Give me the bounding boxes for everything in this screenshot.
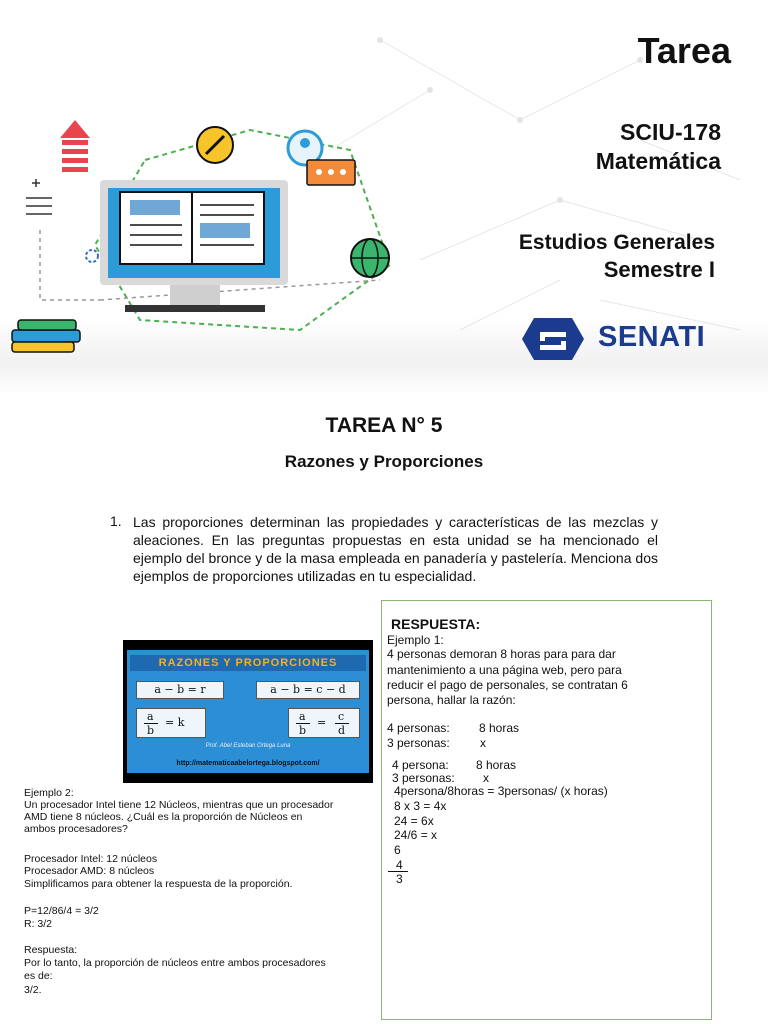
answer-table-cell: 8 horas xyxy=(479,721,520,735)
answer-line: 24 = 6x xyxy=(394,814,434,828)
answer-line: 4 personas demoran 8 horas para para dar xyxy=(387,647,616,661)
course-code: SCIU-178 xyxy=(620,119,721,145)
answer-line: 8 x 3 = 4x xyxy=(394,799,447,813)
answer-line: 6 xyxy=(394,843,401,857)
answer-line: 4persona/8horas = 3personas/ (x horas) xyxy=(394,784,608,798)
image-url: http://matematicaabelortega.blogspot.com/ xyxy=(176,760,320,767)
example-line: AMD tiene 8 núcleos. ¿Cuál es la proporción de Núcleos en xyxy=(24,811,303,823)
example-line: Procesador Intel: 12 núcleos xyxy=(24,853,158,865)
answer-table-cell: x xyxy=(480,736,486,750)
answer-title: RESPUESTA: xyxy=(391,616,481,632)
answer-table-cell: 4 persona: xyxy=(392,758,449,772)
answer-line: Ejemplo 1: xyxy=(387,633,444,647)
senati-logo-text: SENATI xyxy=(598,321,706,353)
semester: Semestre I xyxy=(603,257,715,282)
books-icon xyxy=(12,320,80,352)
answer-table-cell: 8 horas xyxy=(476,758,517,772)
upload-arrow-icon xyxy=(60,120,90,172)
document-type: Tarea xyxy=(637,30,731,71)
example-line: Ejemplo 2: xyxy=(24,787,74,799)
answer-fraction-denominator: 3 xyxy=(396,872,403,886)
formula-4-a: a xyxy=(299,710,306,723)
formula-ratio-difference: a − b = r xyxy=(136,681,224,699)
list-icon xyxy=(26,179,52,214)
answer-table-cell: 4 personas: xyxy=(387,721,450,735)
example-line: 3/2. xyxy=(24,984,42,996)
formula-ratio-quotient xyxy=(136,708,206,738)
example-line: es de: xyxy=(24,970,53,982)
example-line: P=12/86/4 = 3/2 xyxy=(24,905,99,917)
example-line: Respuesta: xyxy=(24,944,78,956)
answer-table-cell: 3 personas: xyxy=(392,771,455,785)
example-line: R: 3/2 xyxy=(24,918,53,930)
answer-table-cell: 3 personas: xyxy=(387,736,450,750)
question-text: Las proporciones determinan las propiedades y características de las mezclas y aleaciones. En las preguntas propuestas en esta unidad se ha mencionado el ejemplo del bronce y de la masa empleada en panadería y pastelería. Menciona dos ejemplos de proporciones utilizadas en tu especialidad. xyxy=(133,514,658,584)
department: Estudios Generales xyxy=(518,231,715,254)
formula-3-rhs: = k xyxy=(165,716,185,729)
proportions-image-title: RAZONES Y PROPORCIONES xyxy=(130,655,366,671)
answer-line: mantenimiento a una página web, pero para xyxy=(387,663,622,677)
formula-4-b: b xyxy=(299,724,307,737)
example-line: Simplificamos para obtener la respuesta de la proporción. xyxy=(24,878,293,890)
formula-3-numerator: a xyxy=(147,710,154,723)
pen-icon xyxy=(197,127,233,163)
answer-table-cell: x xyxy=(483,771,489,785)
task-subtitle: Razones y Proporciones xyxy=(284,452,484,471)
example-line: ambos procesadores? xyxy=(24,823,128,835)
book-icon xyxy=(120,192,264,264)
formula-3-denominator: b xyxy=(147,724,155,737)
user-chat-icon xyxy=(288,131,355,185)
formula-proportion-quotient: a b = c d xyxy=(288,708,360,738)
example-line: Un procesador Intel tiene 12 Núcleos, mientras que un procesador xyxy=(24,799,334,811)
example-line: Por lo tanto, la proporción de núcleos entre ambos procesadores xyxy=(24,957,326,969)
formula-proportion-difference: a − b = c − d xyxy=(256,681,360,699)
answer-line: reducir el pago de personales, se contratan 6 xyxy=(387,678,628,692)
answer-line: persona, hallar la razón: xyxy=(387,693,516,707)
example-line: Procesador AMD: 8 núcleos xyxy=(24,865,155,877)
answer-line: 24/6 = x xyxy=(394,828,438,842)
question-number: 1. xyxy=(110,513,122,529)
formula-4-c: c xyxy=(338,710,345,723)
course-name: Matemática xyxy=(595,148,721,174)
globe-icon xyxy=(351,239,389,277)
answer-fraction-numerator: 4 xyxy=(396,858,403,872)
image-author: Prof. Abel Esteban Ortega Luna xyxy=(205,743,291,749)
task-title: TAREA N° 5 xyxy=(325,414,443,437)
senati-logo-icon xyxy=(522,318,584,360)
formula-4-d: d xyxy=(338,724,346,737)
